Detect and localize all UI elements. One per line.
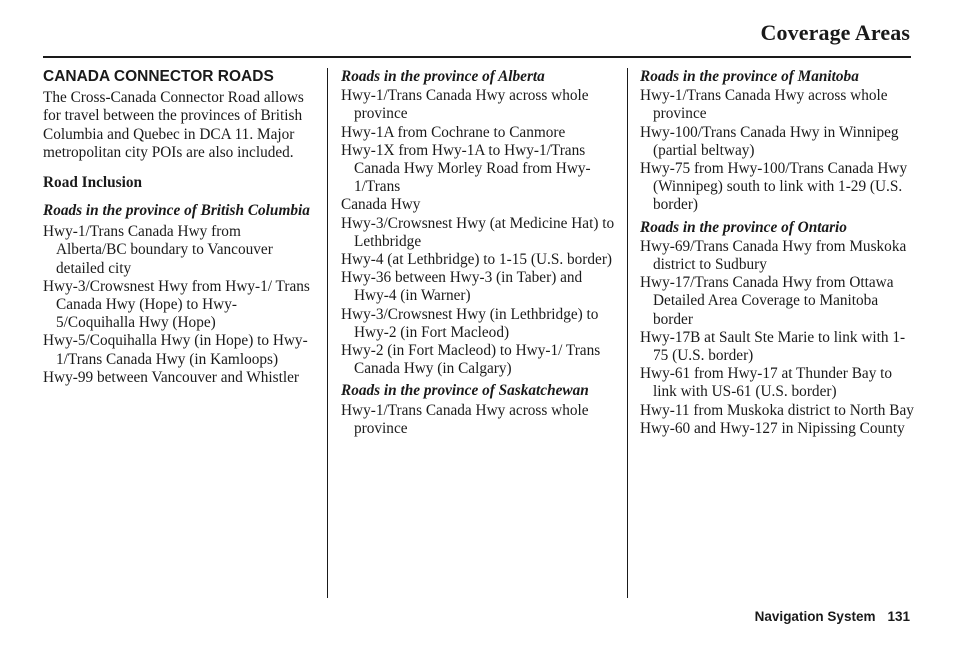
province-heading: Roads in the province of Manitoba: [640, 68, 859, 85]
route-item: Hwy-5/Coquihalla Hwy (in Hope) to Hwy-1/Trans Canada Hwy (in Kamloops): [43, 332, 308, 368]
route-list: [640, 87, 916, 214]
route-item: Hwy-1/Trans Canada Hwy across whole province: [640, 87, 888, 123]
title-rule: [43, 56, 911, 58]
route-item: Hwy-1X from Hwy-1A to Hwy-1/Trans Canada Hwy Morley Road from Hwy-1/Trans: [341, 141, 591, 196]
province-section: [43, 200, 311, 387]
footer-label: Navigation System: [754, 609, 876, 624]
road-inclusion-heading: Road Inclusion: [43, 174, 143, 192]
route-item: Hwy-36 between Hwy-3 (in Taber) and Hwy-4 (in Warner): [341, 269, 583, 305]
province-section: [341, 382, 619, 438]
province-list: [43, 200, 311, 387]
route-item: Hwy-1/Trans Canada Hwy across whole province: [341, 401, 589, 437]
route-item: Hwy-17/Trans Canada Hwy from Ottawa Detailed Area Coverage to Manitoba border: [640, 274, 894, 328]
page-number: 131: [887, 609, 910, 624]
route-item: Hwy-17B at Sault Ste Marie to link with 1-75 (U.S. border): [640, 328, 906, 365]
province-section: [341, 68, 619, 378]
province-heading: Roads in the province of British Columbia: [43, 202, 310, 220]
route-item: Hwy-2 (in Fort Macleod) to Hwy-1/ Trans Canada Hwy (in Calgary): [341, 342, 601, 378]
intro-paragraph: The Cross-Canada Connector Road allows for travel between the provinces of British Columbia and Quebec in DCA 11. Major metropolitan city POIs are also included.: [43, 89, 304, 161]
route-item: Canada Hwy: [341, 196, 421, 214]
province-list: [640, 68, 916, 438]
route-item: Hwy-100/Trans Canada Hwy in Winnipeg (partial beltway): [640, 123, 899, 159]
route-item: Hwy-11 from Muskoka district to North Bay: [640, 401, 914, 419]
route-item: Hwy-1/Trans Canada Hwy from Alberta/BC boundary to Vancouver detailed city: [43, 223, 273, 277]
province-list: [341, 68, 619, 438]
route-item: Hwy-75 from Hwy-100/Trans Canada Hwy (Winnipeg) south to link with 1-29 (U.S. border): [640, 160, 908, 214]
column-divider: [627, 68, 628, 598]
page-footer: [755, 609, 910, 624]
section-heading: CANADA CONNECTOR ROADS: [43, 68, 274, 85]
province-section: [640, 68, 916, 215]
route-list: [341, 87, 619, 378]
route-list: [640, 238, 916, 438]
column-3: [640, 68, 916, 438]
route-item: Hwy-61 from Hwy-17 at Thunder Bay to link with US-61 (U.S. border): [640, 365, 893, 401]
province-heading: Roads in the province of Alberta: [341, 68, 545, 85]
route-item: Hwy-1A from Cochrane to Canmore: [341, 123, 566, 141]
route-list: [43, 223, 311, 387]
province-heading: Roads in the province of Ontario: [640, 218, 847, 236]
province-heading: Roads in the province of Saskatchewan: [341, 382, 589, 400]
route-item: Hwy-3/Crowsnest Hwy (in Lethbridge) to Hwy-2 (in Fort Macleod): [341, 305, 599, 341]
route-item: Hwy-60 and Hwy-127 in Nipissing County: [640, 419, 905, 437]
route-item: Hwy-1/Trans Canada Hwy across whole province: [341, 87, 589, 123]
route-item: Hwy-3/Crowsnest Hwy (at Medicine Hat) to Lethbridge: [341, 214, 615, 250]
column-2: [341, 68, 619, 438]
route-item: Hwy-99 between Vancouver and Whistler: [43, 368, 300, 386]
route-item: Hwy-69/Trans Canada Hwy from Muskoka district to Sudbury: [640, 237, 907, 274]
route-list: [341, 402, 619, 438]
route-item: Hwy-4 (at Lethbridge) to 1-15 (U.S. border): [341, 251, 613, 269]
page-title: Coverage Areas: [760, 20, 910, 45]
column-divider: [327, 68, 328, 598]
route-item: Hwy-3/Crowsnest Hwy from Hwy-1/ Trans Canada Hwy (Hope) to Hwy-5/Coquihalla Hwy (Hope): [43, 277, 310, 332]
column-1: [43, 68, 311, 387]
province-section: [640, 219, 916, 438]
